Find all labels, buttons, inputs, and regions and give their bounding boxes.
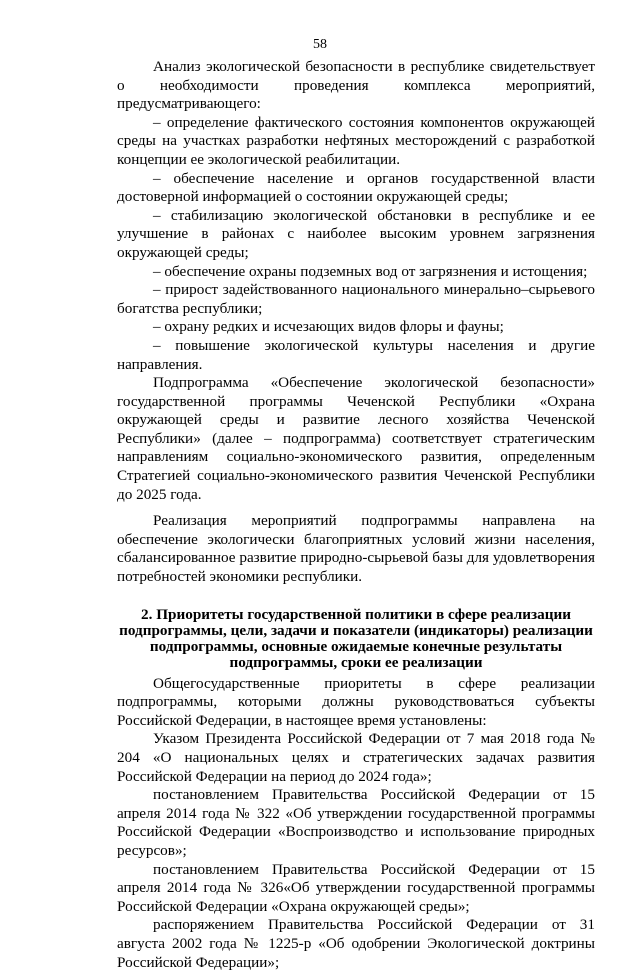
list-item: – определение фактического состояния компонентов окружающей среды на участках разработки нефтяных месторождений с разработкой концепции ее экологической реабилитации. [117, 113, 595, 168]
paragraph: Анализ экологической безопасности в республике свидетельствует о необходимости проведения комплекса мероприятий, предусматривающего: [117, 58, 595, 113]
paragraph: Подпрограмма «Обеспечение экологической безопасности» государственной программы Чеченской Республики «Охрана окружающей среды и развитие лесного хозяйства Чеченской Республики» (далее – подпрограмма) соответствует стратегическим направлениям социально-экономического развития, определенным Стратегией социально-экономического развития Чеченской Республики до 2025 года. [117, 374, 595, 503]
list-item: – стабилизацию экологической обстановки в республике и ее улучшение в районах с наиболее высоким уровнем загрязнения окружающей среды; [117, 206, 595, 261]
list-item: – обеспечение население и органов государственной власти достоверной информацией о состоянии окружающей среды; [117, 169, 595, 206]
list-item: – охрану редких и исчезающих видов флоры и фауны; [153, 318, 504, 336]
list-item: – обеспечение охраны подземных вод от загрязнения и истощения; [153, 262, 588, 280]
paragraph: Указом Президента Российской Федерации от 7 мая 2018 года № 204 «О национальных целях и стратегических задачах развития Российской Федерации на период до 2024 года»; [117, 730, 595, 785]
paragraph: постановлением Правительства Российской Федерации от 15 апреля 2014 года № 322 «Об утверждении государственной программы Российской Федерации «Воспроизводство и использование природных ресурсов»; [117, 786, 595, 859]
page-text [117, 58, 595, 972]
paragraph: постановлением Правительства Российской Федерации от 15 апреля 2014 года № 326«Об утверждении государственной программы Российской Федерации «Охрана окружающей среды»; [117, 860, 595, 915]
paragraph: Реализация мероприятий подпрограммы направлена на обеспечение экологически благоприятных условий жизни населения, сбалансированное развитие природно-сырьевой базы для удовлетворения потребностей экономики республики. [117, 512, 595, 586]
list-item: – повышение экологической культуры населения и другие направления. [117, 336, 595, 373]
paragraph: распоряжением Правительства Российской Федерации от 31 августа 2002 года № 1225-р «Об одобрении Экологической доктрины Российской Федерации»; [117, 916, 595, 971]
page-number: 58 [313, 37, 327, 52]
paragraph: Общегосударственные приоритеты в сфере реализации подпрограммы, которыми должны руководствоваться субъекты Российской Федерации, в настоящее время установлены: [117, 674, 595, 729]
section-heading: 2. Приоритеты государственной политики в сфере реализации подпрограммы, цели, задачи и показатели (индикаторы) реализации подпрограммы, основные ожидаемые конечные результаты подпрограммы, сроки ее реализации [119, 605, 593, 671]
list-item: – прирост задействованного национального минерально–сырьевого богатства республики; [117, 281, 595, 317]
